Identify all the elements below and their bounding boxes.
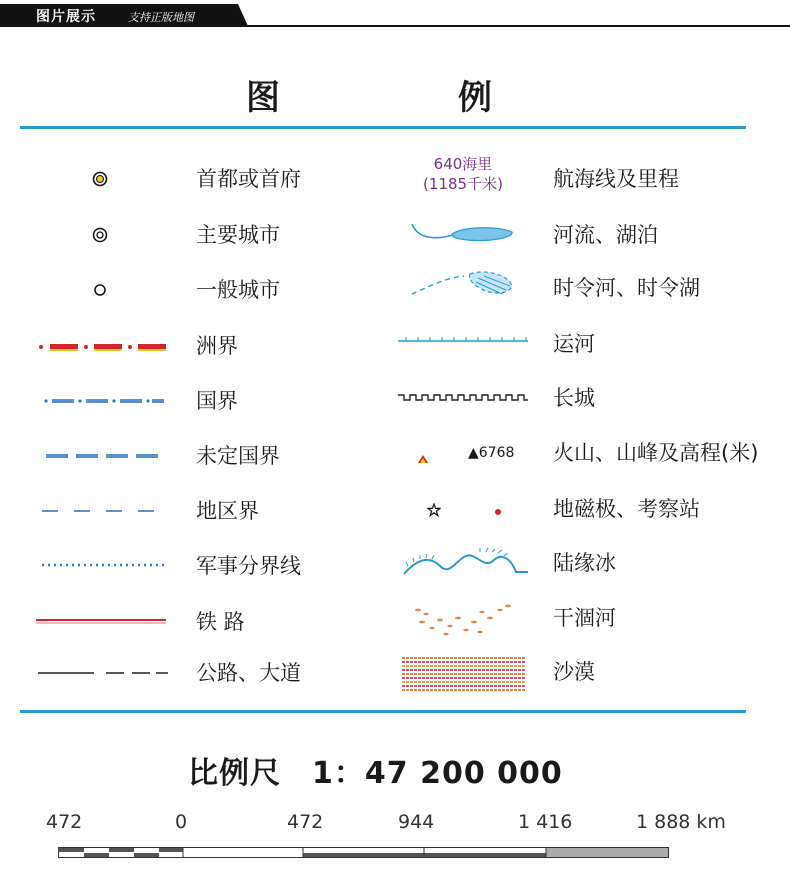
legend-label-city: 一般城市 — [196, 278, 280, 302]
sea-route-nautical-miles: 640海里 — [433, 155, 493, 173]
railway-symbol — [36, 616, 168, 626]
legend-title-left: 图 — [246, 78, 282, 118]
legend-label-volcano-peak: 火山、山峰及高程(米) — [553, 441, 759, 465]
great-wall-symbol — [398, 390, 530, 404]
scale-bar — [58, 845, 670, 865]
capital-icon — [92, 171, 108, 187]
continent-boundary-symbol — [36, 339, 168, 355]
scale-title: 比例尺 1：47 200 000 — [188, 756, 563, 791]
seasonal-river-symbol — [408, 268, 520, 300]
regional-boundary-symbol — [42, 505, 166, 517]
desert-symbol — [402, 655, 528, 693]
scale-tick-left-472: 472 — [46, 811, 83, 833]
header-bar — [0, 0, 790, 32]
dry-river-symbol — [410, 600, 522, 640]
bottom-divider — [20, 710, 746, 713]
top-divider — [20, 126, 746, 129]
legend-label-seasonal-river: 时令河、时令湖 — [553, 276, 700, 300]
legend-label-undefined-boundary: 未定国界 — [196, 444, 280, 468]
legend-label-magnetic-pole: 地磁极、考察站 — [553, 497, 700, 521]
legend-label-desert: 沙漠 — [553, 660, 595, 684]
research-station-icon — [494, 508, 502, 516]
river-lake-symbol — [408, 218, 518, 248]
mountain-peak-elevation: ▲6768 — [468, 445, 515, 461]
road-symbol — [38, 668, 170, 678]
volcano-icon — [416, 452, 430, 464]
legend-label-sea-route: 航海线及里程 — [553, 167, 679, 191]
legend-title-right: 例 — [458, 78, 494, 118]
sea-route-distance — [404, 154, 522, 194]
legend-label-regional-boundary: 地区界 — [196, 499, 259, 523]
magnetic-pole-icon — [427, 503, 441, 517]
national-boundary-symbol — [42, 394, 166, 408]
legend-label-major-city: 主要城市 — [196, 223, 280, 247]
legend-label-great-wall: 长城 — [553, 386, 595, 410]
legend-label-road: 公路、大道 — [196, 661, 301, 685]
scale-tick-1416: 1 416 — [518, 811, 573, 833]
city-icon — [93, 283, 107, 297]
military-line-symbol — [40, 560, 166, 570]
legend-label-river-lake: 河流、湖泊 — [553, 223, 658, 247]
legend-label-military-line: 军事分界线 — [196, 554, 301, 578]
ice-shelf-symbol — [400, 546, 532, 582]
legend-label-canal: 运河 — [553, 332, 595, 356]
legend-label-continent-boundary: 洲界 — [196, 334, 238, 358]
legend-label-capital: 首都或首府 — [196, 167, 301, 191]
sea-route-kilometers: (1185千米) — [423, 175, 503, 193]
header-underline — [0, 25, 790, 27]
legend-label-national-boundary: 国界 — [196, 389, 238, 413]
legend-label-railway: 铁 路 — [196, 610, 245, 634]
scale-tick-472: 472 — [287, 811, 324, 833]
canal-symbol — [398, 334, 530, 348]
header-subtitle: 支持正版地图 — [128, 11, 194, 24]
undefined-boundary-symbol — [46, 449, 162, 463]
scale-tick-1888-km: 1 888 km — [636, 811, 726, 833]
scale-tick-944: 944 — [398, 811, 435, 833]
major-city-icon — [92, 227, 108, 243]
header-title: 图片展示 — [36, 9, 96, 25]
legend-label-dry-river: 干涸河 — [553, 606, 616, 630]
scale-tick-0: 0 — [175, 811, 188, 833]
legend-label-ice-shelf: 陆缘冰 — [553, 551, 616, 575]
